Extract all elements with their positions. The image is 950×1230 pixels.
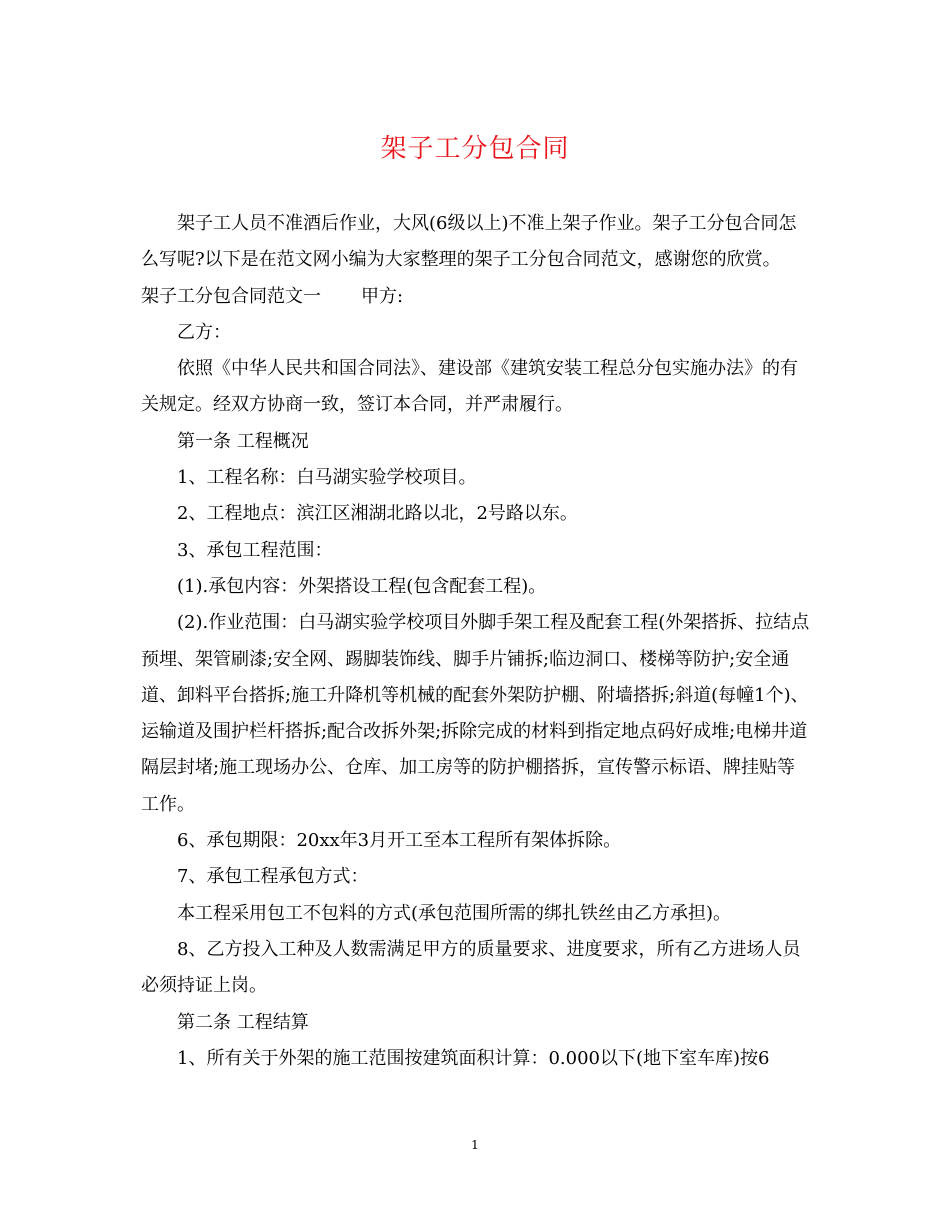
page-number: 1 [471,1138,479,1152]
item-project-name: 1、工程名称：白马湖实验学校项目。 [177,467,477,489]
sample-heading: 架子工分包合同范文一 [141,285,321,307]
basis-paragraph: 依照《中华人民共和国合同法》、建设部《建筑安装工程总分包实施办法》的有关规定。经双方协商一致，签订本合同，并严肃履行。 [141,358,798,416]
item-scope: 3、承包工程范围： [177,539,333,561]
document-body [141,206,813,1077]
intro-paragraph: 架子工人员不准酒后作业，大风(6级以上)不准上架子作业。架子工分包合同怎么写呢?以下是在范文网小编为大家整理的架子工分包合同范文，感谢您的欣赏。 [141,213,797,271]
sample-heading-line [141,279,813,315]
item-period: 6、承包期限：20xx年3月开工至本工程所有架体拆除。 [177,830,622,852]
party-b-label: 乙方： [177,321,231,343]
item-scope-range: (2).作业范围：白马湖实验学校项目外脚手架工程及配套工程(外架搭拆、拉结点预埋、架管刷漆;安全网、踢脚装饰线、脚手片铺拆;临边洞口、楼梯等防护;安全通道、卸料平台搭拆;施工升降机等机械的配套外架防护棚、附墙搭拆;斜道(每幢1个)、运输道及围护栏杆搭拆;配合改拆外架;拆除完成的材料到指定地点码好成堆;电梯井道隔层封堵;施工现场办公、仓库、加工房等的防护棚搭拆，宣传警示标语、牌挂贴等工作。 [141,612,810,815]
article-2-heading: 第二条 工程结算 [177,1011,309,1033]
item-personnel: 8、乙方投入工种及人数需满足甲方的质量要求、进度要求，所有乙方进场人员必须持证上岗。 [141,938,801,997]
item-method-text: 本工程采用包工不包料的方式(承包范围所需的绑扎铁丝由乙方承担)。 [177,902,732,924]
document-title: 架子工分包合同 [380,134,570,164]
party-a-label: 甲方: [361,285,404,307]
item-method: 7、承包工程承包方式： [177,866,369,888]
article-1-heading: 第一条 工程概况 [177,430,309,452]
item-project-location: 2、工程地点：滨江区湘湖北路以北，2号路以东。 [177,503,578,525]
item-scope-content: (1).承包内容：外架搭设工程(包含配套工程)。 [177,575,547,597]
settlement-item-1: 1、所有关于外架的施工范围按建筑面积计算：0.000以下(地下室车库)按6 [177,1047,770,1069]
